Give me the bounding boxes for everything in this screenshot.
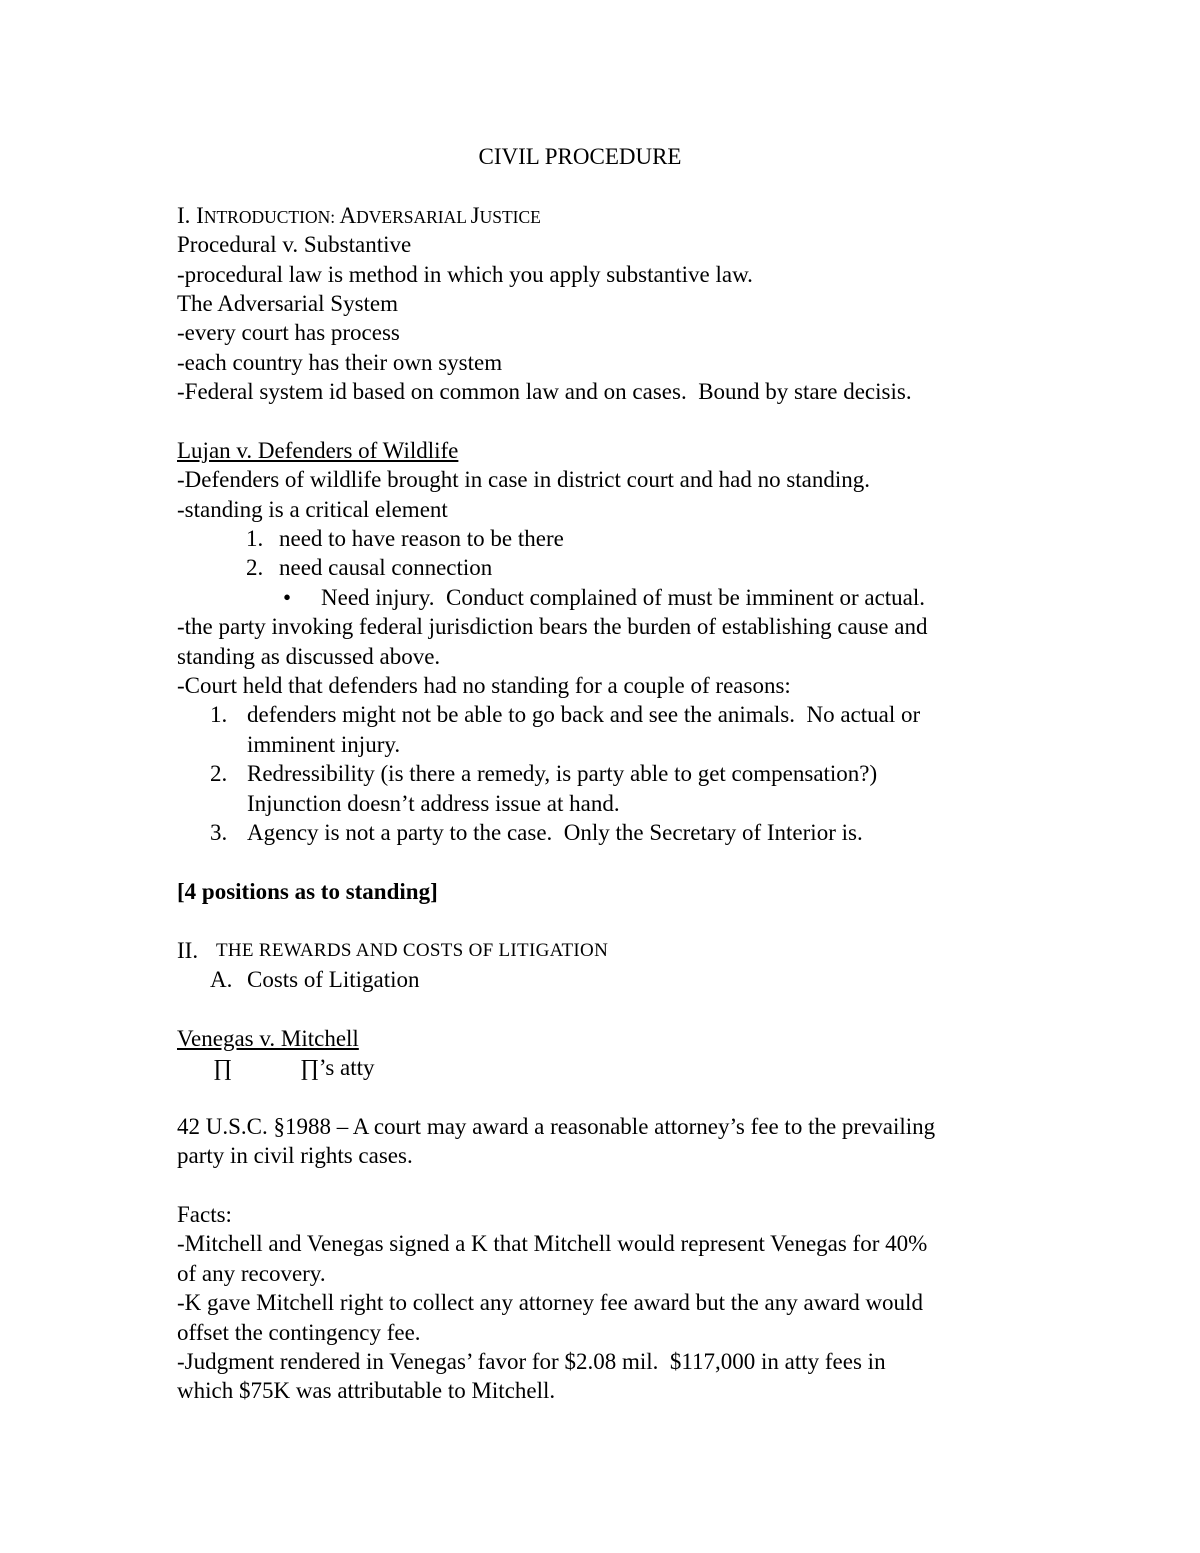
text-line: of any recovery.	[177, 1260, 326, 1286]
text-line: -Court held that defenders had no standing for a couple of reasons:	[177, 673, 791, 699]
list-item-continuation: imminent injury.	[247, 731, 401, 757]
section-1-numeral: I.	[177, 202, 191, 228]
case-title-lujan: Lujan v. Defenders of Wildlife	[177, 437, 459, 463]
section-1-heading: I. INTRODUCTION: ADVERSARIAL JUSTICE	[177, 202, 541, 228]
text-line: -standing is a critical element	[177, 496, 448, 522]
text-line: -each country has their own system	[177, 349, 503, 375]
plaintiff-attorney-label: ∏’s atty	[300, 1055, 375, 1081]
text-line: -every court has process	[177, 320, 400, 346]
text-line: -Federal system id based on common law and on cases. Bound by stare decisis.	[177, 379, 912, 405]
facts-label: Facts:	[177, 1202, 232, 1228]
bullet-icon: •	[283, 584, 292, 610]
list-item: 2. Redressibility (is there a remedy, is party able to get compensation?)	[210, 761, 878, 787]
statute-text: 42 U.S.C. §1988 – A court may award a reasonable attorney’s fee to the prevailing	[177, 1113, 936, 1139]
text-line: -Mitchell and Venegas signed a K that Mitchell would represent Venegas for 40%	[177, 1231, 928, 1257]
statute-text: party in civil rights cases.	[177, 1143, 413, 1169]
section-2-numeral: II.	[177, 937, 199, 963]
text-line: standing as discussed above.	[177, 643, 441, 669]
case-title-venegas: Venegas v. Mitchell	[177, 1025, 359, 1051]
text-line: Procedural v. Substantive	[177, 232, 412, 258]
text-line: -Defenders of wildlife brought in case in district court and had no standing.	[177, 467, 871, 493]
text-line: -the party invoking federal jurisdiction bears the burden of establishing cause and	[177, 614, 928, 640]
document-body	[177, 142, 1027, 1406]
text-line: -procedural law is method in which you apply substantive law.	[177, 261, 753, 287]
list-item: 1. defenders might not be able to go back and see the animals. No actual or	[210, 702, 921, 728]
page-title: CIVIL PROCEDURE	[478, 144, 682, 169]
list-item-continuation: Injunction doesn’t address issue at hand.	[247, 790, 620, 816]
bullet-item: • Need injury. Conduct complained of must be imminent or actual.	[177, 583, 1027, 612]
text-line: -Judgment rendered in Venegas’ favor for $2.08 mil. $117,000 in atty fees in	[177, 1349, 886, 1375]
list-item: 2. need causal connection	[246, 555, 493, 581]
party-labels	[177, 1053, 1027, 1082]
text-line: which $75K was attributable to Mitchell.	[177, 1378, 556, 1404]
text-line: The Adversarial System	[177, 290, 399, 316]
plaintiff-symbol: ∏	[213, 1055, 232, 1081]
text-line: -K gave Mitchell right to collect any attorney fee award but the any award would	[177, 1290, 923, 1316]
list-item: 1. need to have reason to be there	[246, 526, 564, 552]
subsection-heading: A. Costs of Litigation	[210, 966, 420, 992]
list-item: 3. Agency is not a party to the case. Only the Secretary of Interior is.	[210, 819, 863, 845]
text-line: offset the contingency fee.	[177, 1319, 421, 1345]
positions-note: [4 positions as to standing]	[177, 878, 438, 904]
section-2-heading: II. THE REWARDS AND COSTS OF LITIGATION	[177, 936, 1027, 965]
